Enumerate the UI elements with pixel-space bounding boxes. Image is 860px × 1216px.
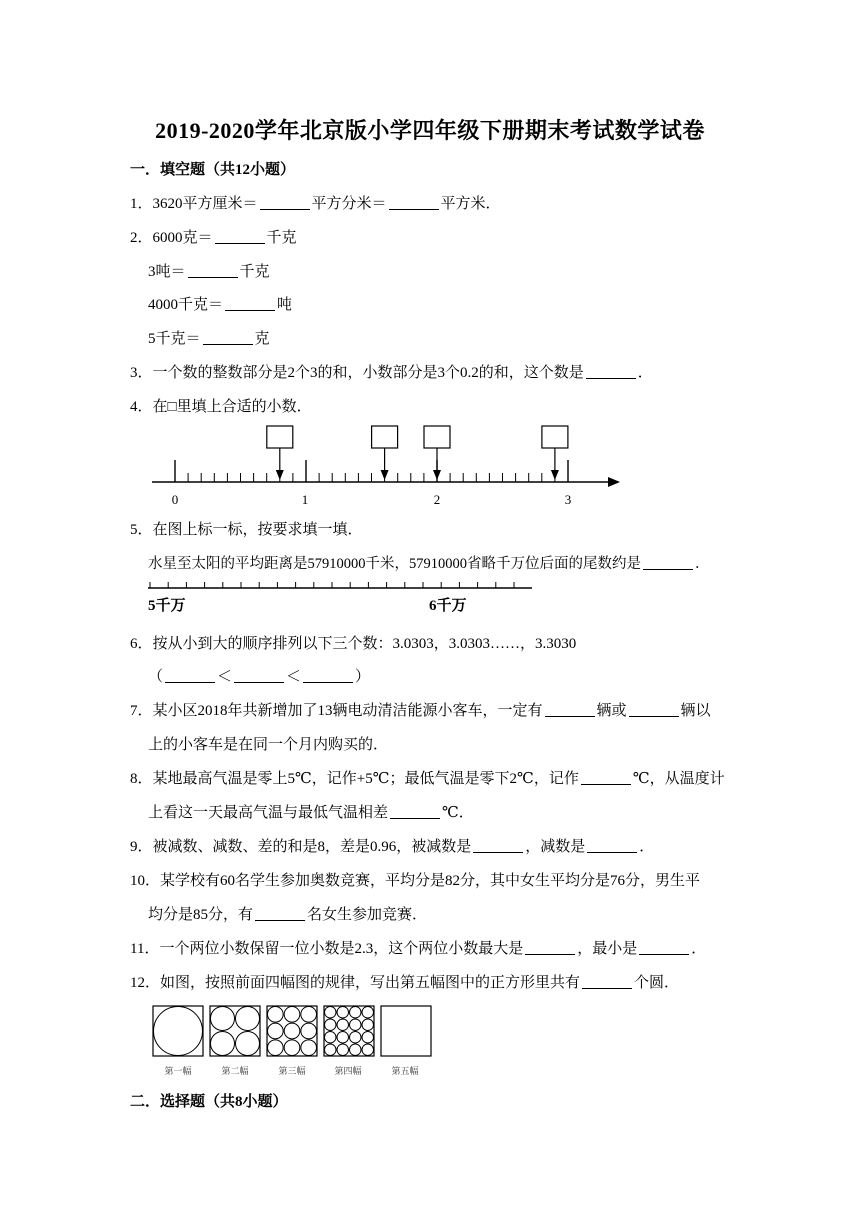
question-4: 4．在□里填上合适的小数． [130,399,312,415]
question-3: 3．一个数的整数部分是2个3的和，小数部分是3个0.2的和，这个数是 ． [130,365,653,381]
arrow-down-icon [381,470,389,480]
scale-label-right: 6千万 [429,598,467,614]
question-7-line-2: 上的小客车是在同一个月内购买的． [148,737,389,753]
scale-label-left: 5千万 [148,598,186,614]
answer-blank[interactable] [473,838,523,853]
answer-blank[interactable] [525,940,575,955]
arrow-down-icon [551,470,559,480]
answer-blank[interactable] [581,770,631,785]
tick-label-1: 1 [301,492,309,507]
answer-blank[interactable] [215,229,265,244]
section-1-heading: 一．填空题（共12小题） [130,162,296,178]
caption-3: 第三幅 [278,1066,306,1076]
arrow-down-icon [276,470,284,480]
question-8-line-2: 上看这一天最高气温与最低气温相差 ℃． [148,805,474,821]
question-12: 12．如图，按照前面四幅图的规律，写出第五幅图中的正方形里共有 个圆． [130,975,680,991]
question-2: 2．6000克＝ 千克 [130,230,297,246]
question-10: 10．某学校有60名学生参加奥数竞赛，平均分是82分，其中女生平均分是76分，男生平 [130,873,701,889]
answer-blank[interactable] [389,195,439,210]
question-5: 5．在图上标一标，按要求填一填． [130,522,363,538]
pattern-square [210,1006,260,1056]
arrow-head-icon [608,477,620,487]
answer-box[interactable] [372,426,398,448]
question-2-line-3: 4000千克＝ 吨 [148,297,293,313]
answer-blank[interactable] [255,906,305,921]
caption-2: 第二幅 [221,1066,249,1076]
pattern-square [267,1006,317,1056]
circle-pattern-figure [148,1002,438,1082]
answer-blank[interactable] [587,838,637,853]
answer-blank[interactable] [545,702,595,717]
answer-blank[interactable] [165,668,215,683]
question-10-line-2: 均分是85分，有 名女生参加竞赛． [148,907,428,923]
distance-scale-figure [146,578,536,618]
question-5-line-2: 水星至太阳的平均距离是57910000千米，57910000省略千万位后面的尾数约是 ． [148,556,710,572]
page-title: 2019-2020学年北京版小学四年级下册期末考试数学试卷 [155,118,705,143]
answer-blank[interactable] [188,263,238,278]
question-1: 1．3620平方厘米＝ 平方分米＝ 平方米． [130,196,501,212]
tick-label-2: 2 [433,492,441,507]
answer-box[interactable] [267,426,293,448]
question-11: 11．一个两位小数保留一位小数是2.3，这个两位小数最大是 ，最小是 ． [130,941,707,957]
tick-label-3: 3 [564,492,572,507]
answer-blank[interactable] [203,330,253,345]
answer-blank[interactable] [629,702,679,717]
answer-blank[interactable] [234,668,284,683]
tick-label-0: 0 [171,492,179,507]
number-line-ticks [175,460,568,482]
pattern-squares [153,1006,431,1056]
answer-blank[interactable] [643,555,693,570]
number-line-figure [148,420,628,512]
question-6: 6．按从小到大的顺序排列以下三个数：3.0303，3.0303……，3.3030 [130,636,577,652]
arrow-down-icon [433,470,441,480]
answer-blank[interactable] [639,940,689,955]
question-2-line-4: 5千克＝ 克 [148,331,270,347]
question-9: 9．被减数、减数、差的和是8，差是0.96，被减数是 ，减数是 ． [130,839,655,855]
pattern-square [324,1006,374,1056]
caption-4: 第四幅 [334,1066,362,1076]
answer-blank[interactable] [586,364,636,379]
caption-5: 第五幅 [391,1066,419,1076]
question-2-line-2: 3吨＝ 千克 [148,264,270,280]
section-2-heading: 二．选择题（共8小题） [130,1094,288,1110]
answer-blank[interactable] [390,804,440,819]
answer-blank[interactable] [582,974,632,989]
answer-box[interactable] [542,426,568,448]
answer-boxes [267,426,568,480]
question-7: 7．某小区2018年共新增加了13辆电动清洁能源小客车，一定有 辆或 辆以 [130,703,711,719]
scale-ticks [150,582,514,588]
answer-blank[interactable] [225,296,275,311]
answer-box[interactable] [424,426,450,448]
answer-blank[interactable] [303,668,353,683]
question-6-line-2: （ ＜ ＜ ） [148,669,371,685]
pattern-square [381,1006,431,1056]
question-8: 8．某地最高气温是零上5℃，记作+5℃；最低气温是零下2℃，记作 ℃，从温度计 [130,771,725,787]
caption-1: 第一幅 [164,1066,192,1076]
answer-blank[interactable] [260,195,310,210]
